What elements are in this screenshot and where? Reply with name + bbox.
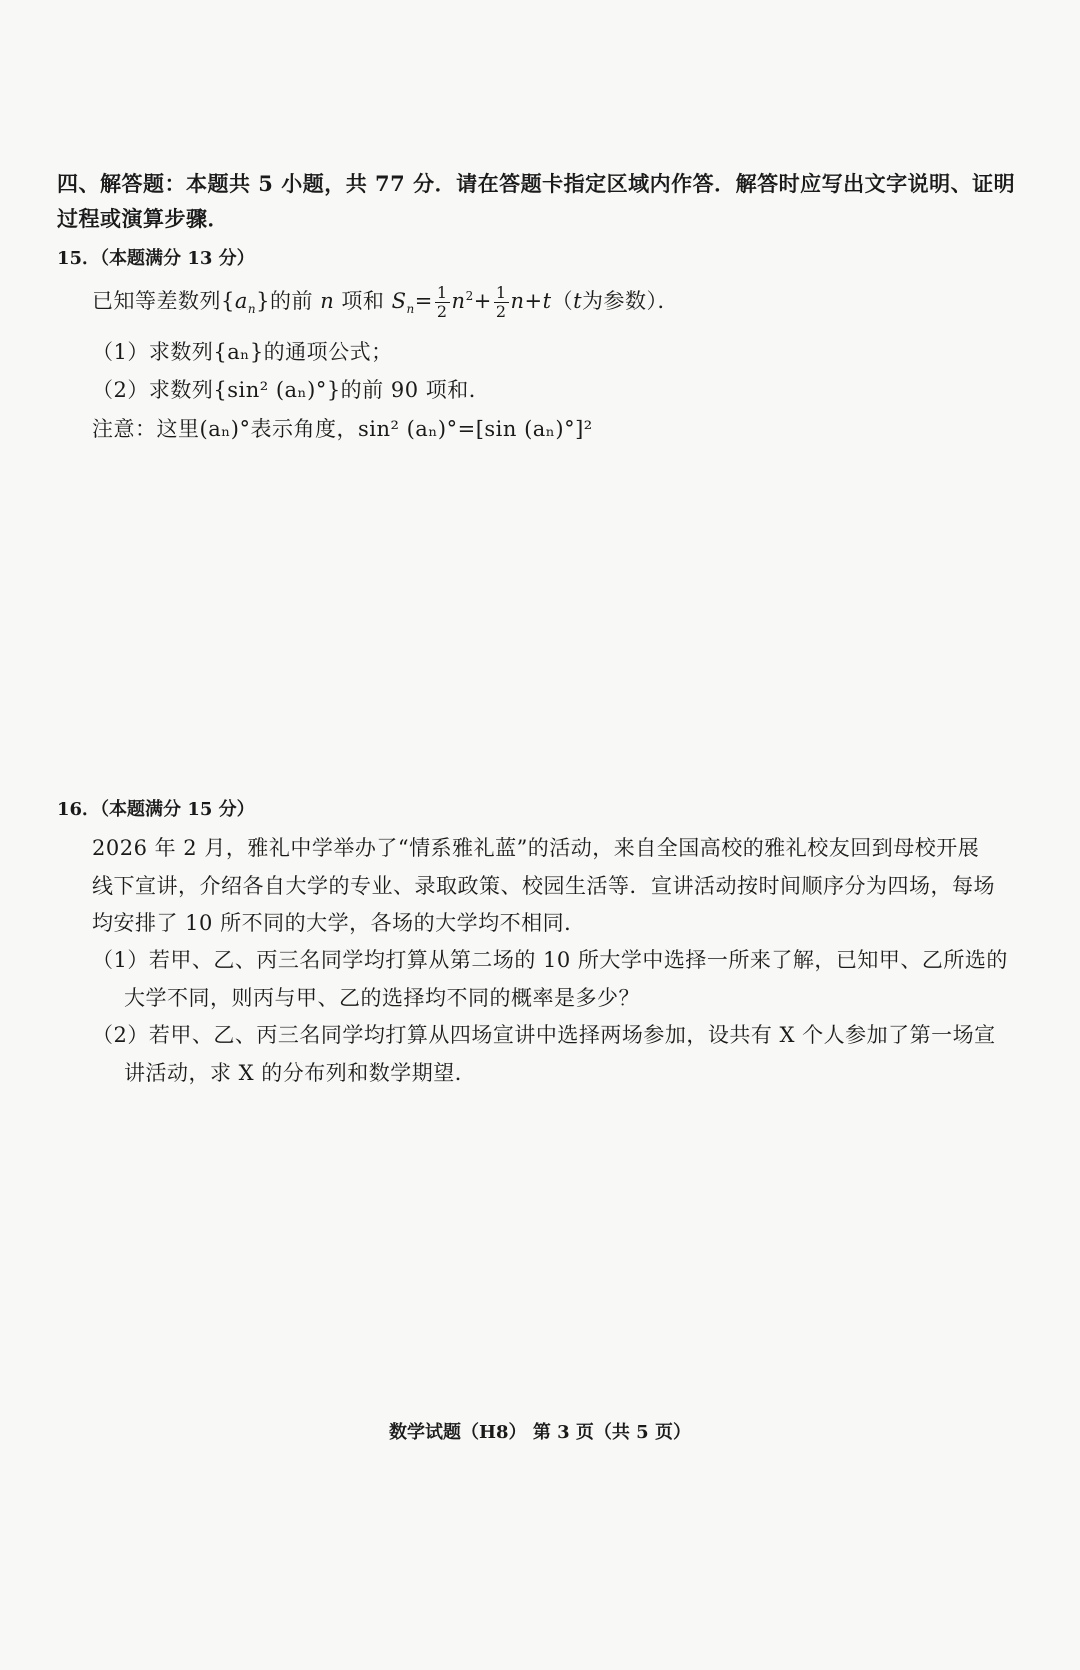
q16-part2-line1: （2）若甲、乙、丙三名同学均打算从四场宣讲中选择两场参加，设共有 X 个人参加了第一场宣 [92, 1023, 996, 1047]
q15-stem-c: 项和 [341, 289, 385, 313]
q15-header: 15．（本题满分 13 分） [57, 248, 255, 269]
q15-part2: （2）求数列{sin² (aₙ)°}的前 90 项和． [92, 378, 491, 402]
q15-stem-d: （ [551, 289, 574, 313]
q15-stem-a: 已知等差数列{ [92, 289, 235, 313]
q15-frac-2: $\frac{1}{2}$ [495, 283, 507, 321]
q16-stem-line1: 2026 年 2 月，雅礼中学举办了“情系雅礼蓝”的活动，来自全国高校的雅礼校友回到母校开展 [92, 836, 980, 860]
section-heading-line1: 四、解答题：本题共 5 小题，共 77 分．请在答题卡指定区域内作答．解答时应写出文字说明、证明 [57, 171, 1016, 196]
section-heading-line2: 过程或演算步骤． [57, 206, 229, 231]
q15-note: 注意：这里(aₙ)°表示角度，sin² (aₙ)°=[sin (aₙ)°]² [92, 417, 593, 441]
q16-header: 16．（本题满分 15 分） [57, 799, 255, 820]
q16-part2-line2: 讲活动，求 X 的分布列和数学期望． [124, 1061, 477, 1085]
q16-part1-line1: （1）若甲、乙、丙三名同学均打算从第二场的 10 所大学中选择一所来了解，已知甲、乙所选的 [92, 948, 1008, 972]
q16-stem-line3: 均安排了 10 所不同的大学，各场的大学均不相同． [92, 911, 586, 935]
q15-part1: （1）求数列{aₙ}的通项公式； [92, 340, 393, 364]
q16-part1-line2: 大学不同，则丙与甲、乙的选择均不同的概率是多少？ [124, 986, 640, 1010]
q16-stem-line2: 线下宣讲，介绍各自大学的专业、录取政策、校园生活等．宣讲活动按时间顺序分为四场，每场 [92, 874, 995, 898]
q15-frac-1: $\frac{1}{2}$ [436, 283, 448, 321]
q15-stem-b: }的前 [256, 289, 314, 313]
q15-stem-e: 为参数）． [582, 289, 680, 313]
q15-stem: 已知等差数列$\{a_n\}$的前 n 项和 $S_n=$ $\frac{1}{2}$ $n^2+$ $\frac{1}{2}$ n+t（t为参数）． [92, 283, 680, 321]
page-footer: 数学试题（H8） 第 3 页（共 5 页） [389, 1422, 691, 1443]
